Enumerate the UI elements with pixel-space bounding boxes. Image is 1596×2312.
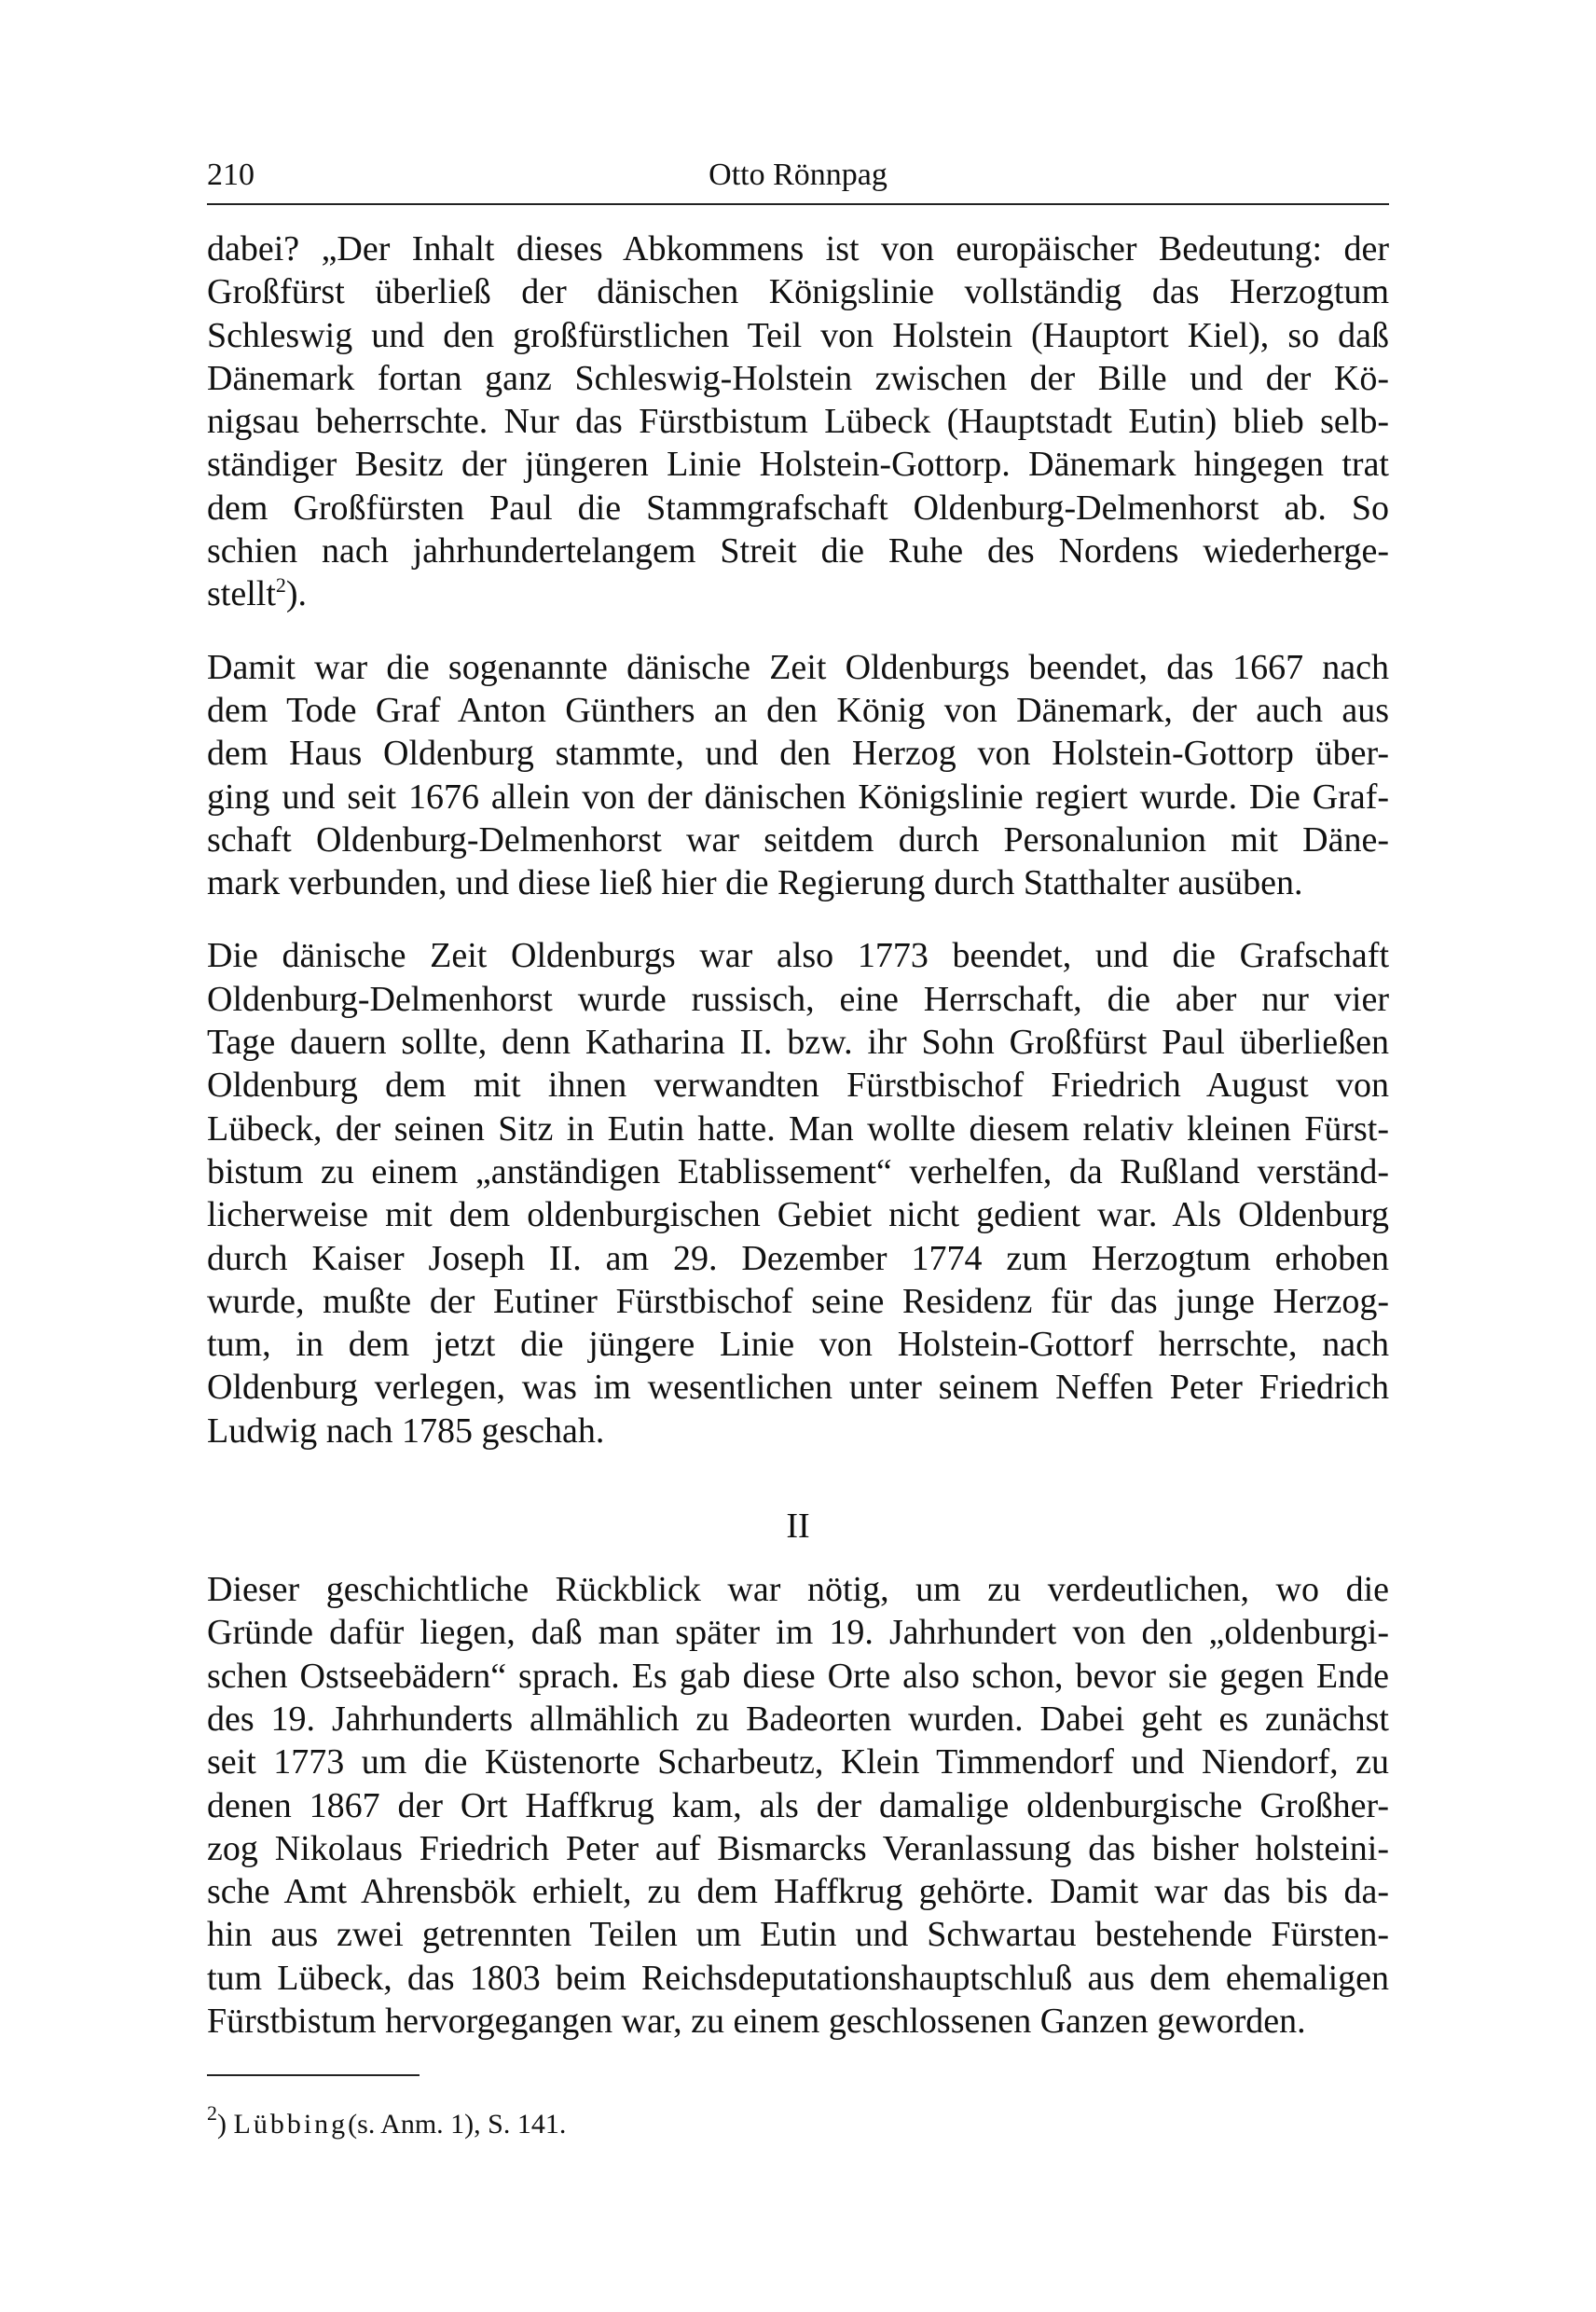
document-page bbox=[207, 149, 1389, 2143]
text-line: denen 1867 der Ort Haffkrug kam, als der damalige oldenburgische Großher- bbox=[207, 1785, 1389, 1825]
text-line: Die dänische Zeit Oldenburgs war also 1773 beendet, und die Grafschaft bbox=[207, 936, 1389, 976]
text-line: Großfürst überließ der dänischen Königslinie vollständig das Herzogtum bbox=[207, 272, 1389, 312]
text-line: Dänemark fortan ganz Schleswig-Holstein zwischen der Bille und der Kö- bbox=[207, 358, 1389, 398]
text-line: nigsau beherrschte. Nur das Fürstbistum Lübeck (Hauptstadt Eutin) blieb selb- bbox=[207, 402, 1389, 442]
text-line: Ludwig nach 1785 geschah. bbox=[207, 1411, 605, 1451]
text-line: wurde, mußte der Eutiner Fürstbischof seine Residenz für das junge Herzog- bbox=[207, 1281, 1389, 1321]
header-rule bbox=[207, 203, 1389, 205]
footnote-marker-suffix: ) bbox=[217, 2109, 227, 2140]
text-line: dabei? „Der Inhalt dieses Abkommens ist von europäischer Bedeutung: der bbox=[207, 229, 1389, 268]
text-line-last bbox=[207, 572, 1389, 615]
paragraph-3 bbox=[207, 934, 1389, 1452]
text-line: Lübeck, der seinen Sitz in Eutin hatte. Man wollte diesem relativ kleinen Fürst- bbox=[207, 1108, 1389, 1149]
text-line: Oldenburg dem mit ihnen verwandten Fürstbischof Friedrich August von bbox=[207, 1066, 1389, 1106]
paragraph-2 bbox=[207, 646, 1389, 905]
text-line: dem Großfürsten Paul die Stammgrafschaft Oldenburg-Delmenhorst ab. So bbox=[207, 488, 1389, 528]
running-head: Otto Rönnpag bbox=[709, 158, 887, 192]
text-line: zog Nikolaus Friedrich Peter auf Bismarcks Veranlassung das bisher holsteini- bbox=[207, 1828, 1389, 1868]
text-line: Tage dauern sollte, denn Katharina II. bzw. ihr Sohn Großfürst Paul überließen bbox=[207, 1023, 1389, 1063]
text-line: ging und seit 1676 allein von der dänischen Königslinie regiert wurde. Die Graf- bbox=[207, 777, 1389, 817]
text-line: seit 1773 um die Küstenorte Scharbeutz, Klein Timmendorf und Niendorf, zu bbox=[207, 1742, 1389, 1782]
text-line: Oldenburg verlegen, was im wesentlichen unter seinem Neffen Peter Friedrich bbox=[207, 1368, 1389, 1408]
footnote bbox=[207, 2101, 1389, 2143]
text-line: hin aus zwei getrennten Teilen um Eutin und Schwartau bestehende Fürsten- bbox=[207, 1915, 1389, 1955]
text-line: Dieser geschichtliche Rückblick war nötig, um zu verdeutlichen, wo die bbox=[207, 1570, 1389, 1610]
text-line: schaft Oldenburg-Delmenhorst war seitdem durch Personalunion mit Däne- bbox=[207, 819, 1389, 860]
text-fragment: ). bbox=[285, 574, 308, 614]
text-line: dem Haus Oldenburg stammte, und den Herzog von Holstein-Gottorp über- bbox=[207, 734, 1389, 774]
text-line: Gründe dafür liegen, daß man später im 19. Jahrhundert von den „oldenburgi- bbox=[207, 1613, 1389, 1653]
footnote-marker: 2 bbox=[207, 2101, 217, 2126]
text-line: durch Kaiser Joseph II. am 29. Dezember 1774 zum Herzogtum erhoben bbox=[207, 1238, 1389, 1278]
footnote-reference-text: (s. Anm. 1), S. 141. bbox=[348, 2109, 567, 2140]
text-line: tum, in dem jetzt die jüngere Linie von Holstein-Gottorf herrschte, nach bbox=[207, 1325, 1389, 1365]
text-line: mark verbunden, und diese ließ hier die Regierung durch Statthalter ausüben. bbox=[207, 863, 1303, 903]
text-line: bistum zu einem „anständigen Etablissement“ verhelfen, da Rußland verständ- bbox=[207, 1151, 1389, 1191]
text-line: dem Tode Graf Anton Günthers an den König von Dänemark, der auch aus bbox=[207, 690, 1389, 730]
paragraph-1 bbox=[207, 227, 1389, 616]
text-line: Damit war die sogenannte dänische Zeit Oldenburgs beendet, das 1667 nach bbox=[207, 647, 1389, 687]
text-fragment: stellt bbox=[207, 574, 276, 614]
body-text bbox=[207, 227, 1389, 2043]
text-line: Schleswig und den großfürstlichen Teil von Holstein (Hauptort Kiel), so daß bbox=[207, 315, 1389, 355]
page-header bbox=[207, 149, 1389, 201]
text-line: Oldenburg-Delmenhorst wurde russisch, eine Herrschaft, die aber nur vier bbox=[207, 979, 1389, 1019]
text-line: sche Amt Ahrensbök erhielt, zu dem Haffkrug gehörte. Damit war das bis da- bbox=[207, 1872, 1389, 1912]
text-line: schien nach jahrhundertelangem Streit die Ruhe des Nordens wiederherge- bbox=[207, 531, 1389, 571]
paragraph-4 bbox=[207, 1568, 1389, 2043]
text-line: licherweise mit dem oldenburgischen Gebiet nicht gedient war. Als Oldenburg bbox=[207, 1195, 1389, 1235]
page-number: 210 bbox=[207, 158, 255, 192]
footnote-reference[interactable]: 2 bbox=[275, 573, 286, 598]
section-heading: II bbox=[786, 1507, 810, 1547]
text-line: des 19. Jahrhunderts allmählich zu Badeorten wurden. Dabei geht es zunächst bbox=[207, 1699, 1389, 1739]
text-line: tum Lübeck, das 1803 beim Reichsdeputationshauptschluß aus dem ehemaligen bbox=[207, 1958, 1389, 1998]
text-line: Fürstbistum hervorgegangen war, zu einem geschlossenen Ganzen geworden. bbox=[207, 2001, 1306, 2041]
footnote-rule bbox=[207, 2074, 420, 2076]
text-line: ständiger Besitz der jüngeren Linie Holstein-Gottorp. Dänemark hingegen trat bbox=[207, 445, 1389, 485]
footnote-author: Lübbing bbox=[233, 2109, 349, 2140]
text-line: schen Ostseebädern“ sprach. Es gab diese Orte also schon, bevor sie gegen Ende bbox=[207, 1656, 1389, 1696]
